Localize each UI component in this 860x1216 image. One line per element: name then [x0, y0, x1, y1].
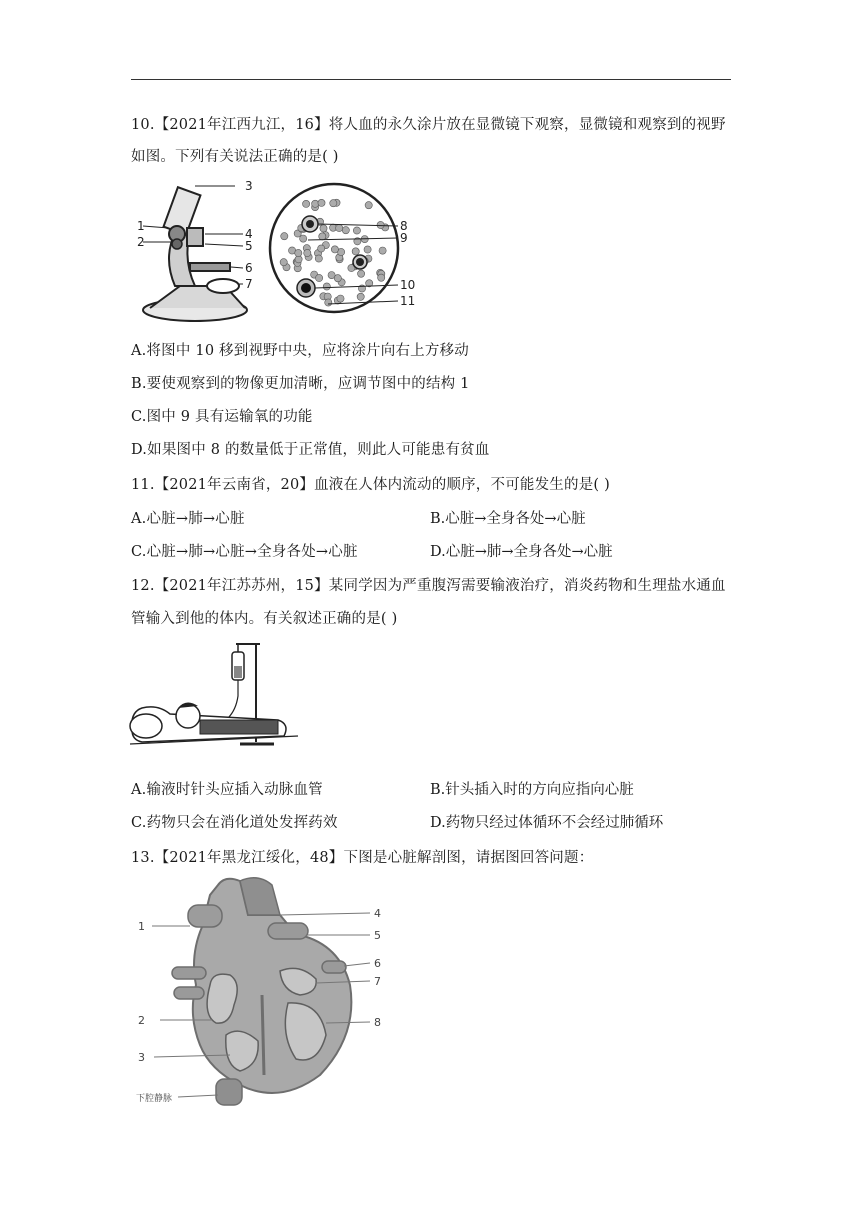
infusion-figure — [128, 638, 300, 760]
red-blood-cell — [304, 249, 311, 256]
red-blood-cell — [320, 225, 327, 232]
red-blood-cell — [364, 246, 371, 253]
q13-stem: 13.【2021年黑龙江绥化，48】下图是心脏解剖图，请据图回答问题： — [131, 850, 594, 866]
heart-label-1: 1 — [138, 920, 145, 933]
red-blood-cell — [334, 275, 341, 282]
q11-option-d: D.心脏→肺→全身各处→心脏 — [430, 544, 613, 560]
red-blood-cell — [379, 247, 386, 254]
heart-label-5: 5 — [374, 929, 381, 942]
red-blood-cell — [325, 299, 332, 306]
heart-diagram-figure — [130, 875, 400, 1110]
red-blood-cell — [377, 221, 384, 228]
red-blood-cell — [342, 227, 349, 234]
mic-label-2: 2 — [137, 235, 145, 249]
heart-label-2: 2 — [138, 1014, 145, 1027]
heart-label-6: 6 — [374, 957, 381, 970]
heart-label-8: 8 — [374, 1016, 381, 1029]
heart-label-vena-cava: 下腔静脉 — [136, 1094, 173, 1104]
q12-option-b: B.针头插入时的方向应指向心脏 — [430, 782, 634, 798]
q12-option-d: D.药物只经过体循环不会经过肺循环 — [430, 815, 664, 831]
q10-stem-line1: 10.【2021年江西九江，16】将人血的永久涂片放在显微镜下观察，显微镜和观察到的视野 — [131, 117, 726, 133]
mic-label-7: 7 — [245, 277, 253, 291]
header-rule — [131, 79, 731, 80]
q10-option-a: A.将图中 10 移到视野中央，应将涂片向右上方移动 — [131, 343, 469, 359]
red-blood-cell — [358, 270, 365, 277]
q12-option-c: C.药物只会在消化道处发挥药效 — [131, 815, 338, 831]
smear-label-8: 8 — [400, 219, 408, 233]
red-blood-cell — [378, 274, 385, 281]
mic-label-6: 6 — [245, 261, 253, 275]
red-blood-cell — [280, 259, 287, 266]
red-blood-cell — [337, 295, 344, 302]
red-blood-cell — [318, 245, 325, 252]
red-blood-cell — [352, 248, 359, 255]
q12-option-a: A.输液时针头应插入动脉血管 — [131, 782, 323, 798]
mic-label-4: 4 — [245, 227, 253, 241]
heart-label-4: 4 — [374, 907, 381, 920]
heart-label-3: 3 — [138, 1051, 145, 1064]
q12-stem-line1: 12.【2021年江苏苏州，15】某同学因为严重腹泻需要输液治疗，消炎药物和生理盐水通血 — [131, 578, 726, 594]
red-blood-cell — [353, 227, 360, 234]
q10-option-b: B.要使观察到的物像更加清晰，应调节图中的结构 1 — [131, 376, 470, 392]
red-blood-cell — [319, 233, 326, 240]
q11-option-c: C.心脏→肺→心脏→全身各处→心脏 — [131, 544, 358, 560]
red-blood-cell — [323, 283, 330, 290]
q12-stem-line2: 管输入到他的体内。有关叙述正确的是( ) — [131, 611, 398, 627]
mic-label-3: 3 — [245, 179, 253, 193]
microscope-figure — [135, 178, 265, 326]
blood-smear-figure — [268, 178, 438, 323]
red-blood-cell — [300, 235, 307, 242]
red-blood-cell — [331, 246, 338, 253]
q11-stem: 11.【2021年云南省，20】血液在人体内流动的顺序，不可能发生的是( ) — [131, 477, 610, 493]
q10-option-d: D.如果图中 8 的数量低于正常值，则此人可能患有贫血 — [131, 442, 490, 458]
red-blood-cell — [295, 249, 302, 256]
q10-option-c: C.图中 9 具有运输氧的功能 — [131, 409, 313, 425]
smear-label-9: 9 — [400, 231, 408, 245]
smear-label-10: 10 — [400, 278, 416, 292]
red-blood-cell — [281, 233, 288, 240]
smear-label-11: 11 — [400, 294, 416, 308]
red-blood-cell — [303, 200, 310, 207]
red-blood-cell — [315, 255, 322, 262]
red-blood-cell — [316, 274, 323, 281]
mic-label-1: 1 — [137, 219, 145, 233]
red-blood-cell — [330, 200, 337, 207]
q11-option-a: A.心脏→肺→心脏 — [131, 511, 245, 527]
red-blood-cell — [318, 199, 325, 206]
heart-label-7: 7 — [374, 975, 381, 988]
red-blood-cell — [365, 202, 372, 209]
red-blood-cell — [357, 293, 364, 300]
q10-stem-line2: 如图。下列有关说法正确的是( ) — [131, 149, 339, 165]
red-blood-cell — [336, 224, 343, 231]
mic-label-5: 5 — [245, 239, 253, 253]
q11-option-b: B.心脏→全身各处→心脏 — [430, 511, 586, 527]
